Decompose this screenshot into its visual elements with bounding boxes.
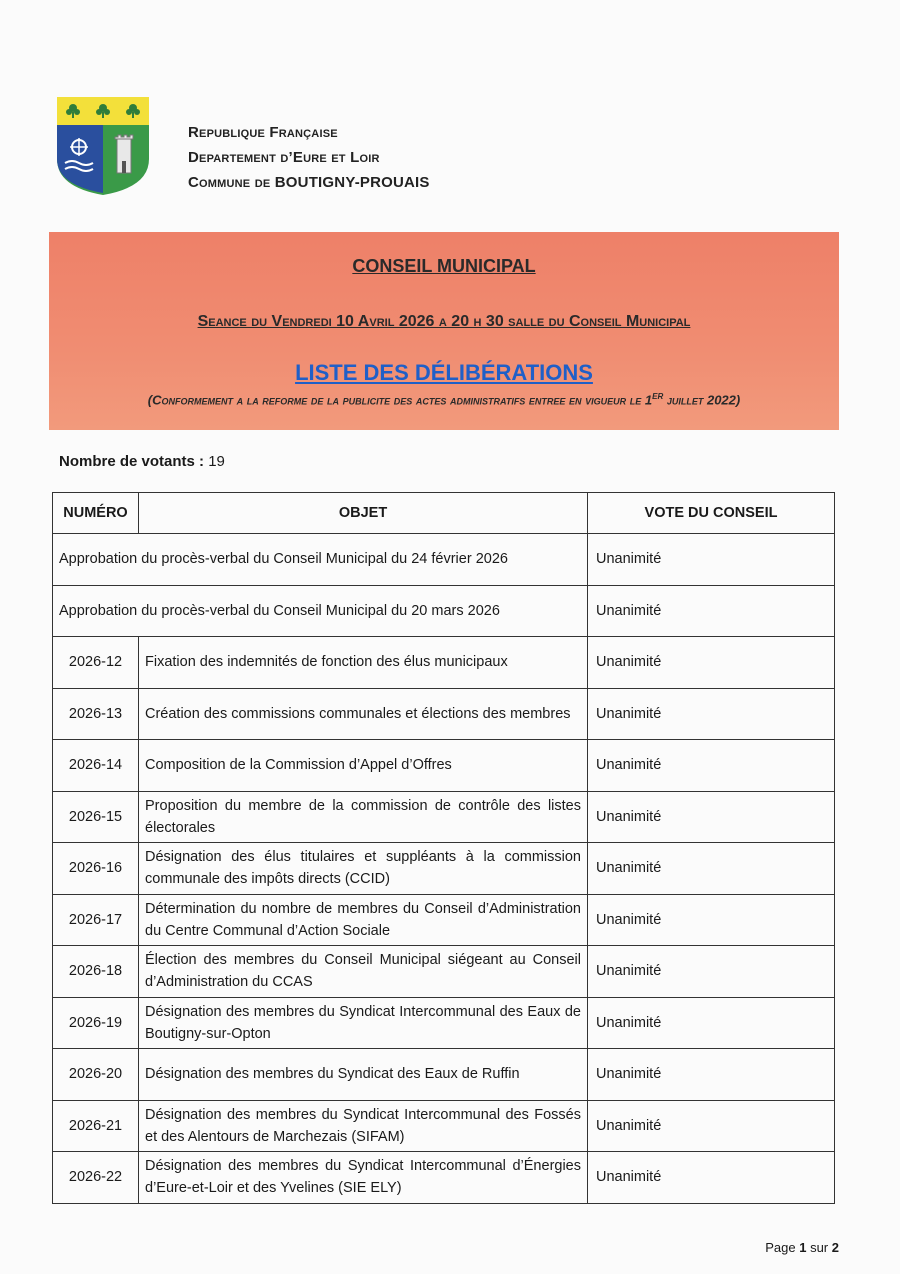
table-row bbox=[53, 637, 835, 689]
deliberation-number: 2026-15 bbox=[53, 791, 139, 843]
issuer-block bbox=[188, 120, 430, 195]
deliberation-object: Détermination du nombre de membres du Conseil d’Administration du Centre Communal d’Action Sociale bbox=[139, 894, 588, 946]
deliberation-number: 2026-12 bbox=[53, 637, 139, 689]
table-row bbox=[53, 791, 835, 843]
issuer-country: Republique Française bbox=[188, 124, 338, 141]
session-banner bbox=[49, 232, 839, 430]
deliberation-object: Fixation des indemnités de fonction des élus municipaux bbox=[139, 637, 588, 689]
vote-result: Unanimité bbox=[588, 1049, 835, 1101]
vote-result: Unanimité bbox=[588, 791, 835, 843]
table-row bbox=[53, 843, 835, 895]
banner-note bbox=[49, 390, 839, 407]
vote-result: Unanimité bbox=[588, 1100, 835, 1152]
deliberation-object: Élection des membres du Conseil Municipal siégeant au Conseil d’Administration du CCAS bbox=[139, 946, 588, 998]
vote-result: Unanimité bbox=[588, 585, 835, 637]
voters-label: Nombre de votants : bbox=[59, 453, 205, 470]
vote-result: Unanimité bbox=[588, 997, 835, 1049]
deliberation-object: Composition de la Commission d’Appel d’Offres bbox=[139, 740, 588, 792]
deliberation-number: 2026-21 bbox=[53, 1100, 139, 1152]
approval-object: Approbation du procès-verbal du Conseil Municipal du 24 février 2026 bbox=[53, 534, 588, 586]
vote-result: Unanimité bbox=[588, 534, 835, 586]
approval-object: Approbation du procès-verbal du Conseil Municipal du 20 mars 2026 bbox=[53, 585, 588, 637]
deliberation-number: 2026-20 bbox=[53, 1049, 139, 1101]
letterhead bbox=[55, 95, 655, 205]
deliberation-object: Création des commissions communales et élections des membres bbox=[139, 688, 588, 740]
table-row bbox=[53, 1100, 835, 1152]
note-text-before: (Conformement a la reforme de la publicite des actes administratifs entree en vigueur le 1 bbox=[147, 392, 653, 408]
deliberation-object: Désignation des membres du Syndicat des Eaux de Ruffin bbox=[139, 1049, 588, 1101]
deliberation-number: 2026-18 bbox=[53, 946, 139, 998]
note-superscript: er bbox=[652, 390, 664, 402]
deliberation-number: 2026-16 bbox=[53, 843, 139, 895]
banner-session-date: Seance du Vendredi 10 Avril 2026 a 20 h 30 salle du Conseil Municipal bbox=[197, 313, 691, 330]
deliberation-object: Désignation des membres du Syndicat Intercommunal d’Énergies d’Eure-et-Loir et des Yvelines (SIE ELY) bbox=[139, 1152, 588, 1204]
page-current: 1 bbox=[799, 1240, 807, 1255]
deliberation-number: 2026-17 bbox=[53, 894, 139, 946]
page-word: Page bbox=[765, 1240, 796, 1255]
deliberation-number: 2026-13 bbox=[53, 688, 139, 740]
issuer-department: Departement d’Eure et Loir bbox=[188, 149, 380, 166]
table-row bbox=[53, 997, 835, 1049]
table-row bbox=[53, 946, 835, 998]
vote-result: Unanimité bbox=[588, 637, 835, 689]
table-row bbox=[53, 585, 835, 637]
table-row bbox=[53, 1152, 835, 1204]
vote-result: Unanimité bbox=[588, 894, 835, 946]
deliberation-object: Désignation des membres du Syndicat Intercommunal des Fossés et des Alentours de Marchezais (SIFAM) bbox=[139, 1100, 588, 1152]
vote-result: Unanimité bbox=[588, 843, 835, 895]
deliberation-object: Proposition du membre de la commission de contrôle des listes électorales bbox=[139, 791, 588, 843]
header-numero: NUMÉRO bbox=[53, 493, 139, 534]
vote-result: Unanimité bbox=[588, 688, 835, 740]
table-row bbox=[53, 688, 835, 740]
table-row bbox=[53, 534, 835, 586]
page-sur: sur bbox=[810, 1240, 829, 1255]
table-row bbox=[53, 1049, 835, 1101]
banner-list-title: LISTE DES DÉLIBÉRATIONS bbox=[295, 360, 593, 385]
deliberation-object: Désignation des membres du Syndicat Intercommunal des Eaux de Boutigny-sur-Opton bbox=[139, 997, 588, 1049]
vote-result: Unanimité bbox=[588, 1152, 835, 1204]
deliberations-table bbox=[52, 492, 835, 1204]
table-header-row bbox=[53, 493, 835, 534]
issuer-commune: Commune de BOUTIGNY-PROUAIS bbox=[188, 174, 430, 191]
coat-of-arms-icon bbox=[55, 95, 151, 197]
voters-value: 19 bbox=[208, 453, 225, 470]
header-vote: VOTE DU CONSEIL bbox=[588, 493, 835, 534]
note-text-after: juillet 2022) bbox=[663, 392, 741, 408]
page-total: 2 bbox=[831, 1240, 839, 1255]
deliberation-object: Désignation des élus titulaires et suppléants à la commission communale des impôts directs (CCID) bbox=[139, 843, 588, 895]
page-number bbox=[765, 1240, 839, 1255]
vote-result: Unanimité bbox=[588, 740, 835, 792]
voters-count bbox=[59, 453, 225, 470]
banner-title: CONSEIL MUNICIPAL bbox=[352, 256, 536, 276]
table-row bbox=[53, 740, 835, 792]
deliberation-number: 2026-14 bbox=[53, 740, 139, 792]
vote-result: Unanimité bbox=[588, 946, 835, 998]
table-row bbox=[53, 894, 835, 946]
deliberation-number: 2026-22 bbox=[53, 1152, 139, 1204]
deliberation-number: 2026-19 bbox=[53, 997, 139, 1049]
header-objet: OBJET bbox=[139, 493, 588, 534]
